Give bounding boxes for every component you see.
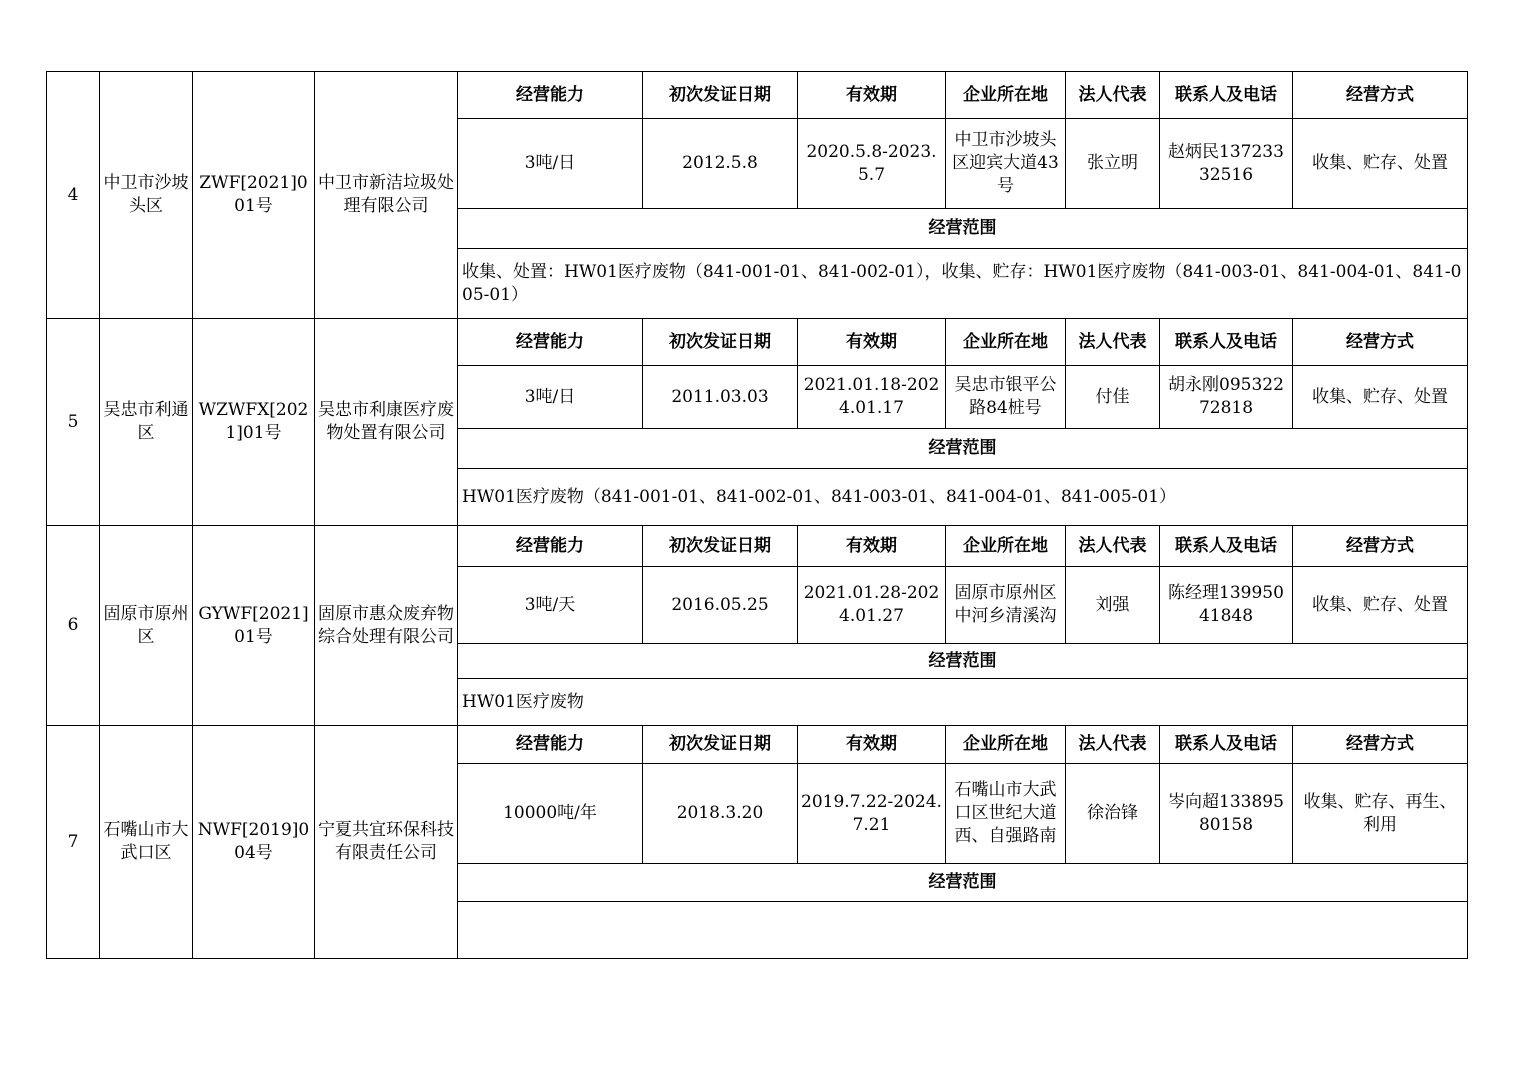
validity-header: 有效期	[798, 526, 946, 567]
scope-cell	[458, 902, 1468, 959]
contact-header: 联系人及电话	[1160, 726, 1293, 764]
validity-header: 有效期	[798, 726, 946, 764]
legal-rep-header: 法人代表	[1066, 726, 1160, 764]
company-name-cell: 宁夏共宜环保科技有限责任公司	[315, 726, 458, 959]
record-number: 4	[47, 72, 100, 319]
first-issue-date-header: 初次发证日期	[643, 72, 798, 119]
legal-rep-cell: 张立明	[1066, 119, 1160, 209]
mode-header: 经营方式	[1293, 726, 1468, 764]
region-cell: 固原市原州区	[100, 526, 193, 726]
first-issue-date-cell: 2012.5.8	[643, 119, 798, 209]
license-number-cell: GYWF[2021]01号	[193, 526, 315, 726]
region-cell: 吴忠市利通区	[100, 319, 193, 526]
record-number: 7	[47, 726, 100, 959]
mode-cell: 收集、贮存、再生、利用	[1293, 764, 1468, 864]
validity-cell: 2021.01.28-2024.01.27	[798, 567, 946, 644]
contact-header: 联系人及电话	[1160, 526, 1293, 567]
license-number-cell: NWF[2019]004号	[193, 726, 315, 959]
scope-cell: HW01医疗废物（841-001-01、841-002-01、841-003-01、841-004-01、841-005-01）	[458, 469, 1468, 526]
location-header: 企业所在地	[946, 72, 1066, 119]
first-issue-date-cell: 2018.3.20	[643, 764, 798, 864]
contact-cell: 赵炳民13723332516	[1160, 119, 1293, 209]
location-header: 企业所在地	[946, 726, 1066, 764]
company-name-cell: 中卫市新洁垃圾处理有限公司	[315, 72, 458, 319]
capacity-cell: 10000吨/年	[458, 764, 643, 864]
contact-header: 联系人及电话	[1160, 319, 1293, 366]
capacity-cell: 3吨/日	[458, 119, 643, 209]
scope-header: 经营范围	[458, 864, 1468, 902]
capacity-header: 经营能力	[458, 72, 643, 119]
capacity-header: 经营能力	[458, 319, 643, 366]
validity-cell: 2019.7.22-2024.7.21	[798, 764, 946, 864]
mode-header: 经营方式	[1293, 526, 1468, 567]
mode-cell: 收集、贮存、处置	[1293, 567, 1468, 644]
scope-cell: 收集、处置：HW01医疗废物（841-001-01、841-002-01），收集、贮存：HW01医疗废物（841-003-01、841-004-01、841-005-01）	[458, 249, 1468, 319]
location-cell: 吴忠市银平公路84桩号	[946, 366, 1066, 429]
legal-rep-cell: 付佳	[1066, 366, 1160, 429]
first-issue-date-header: 初次发证日期	[643, 319, 798, 366]
scope-header: 经营范围	[458, 429, 1468, 469]
scope-cell: HW01医疗废物	[458, 679, 1468, 726]
mode-cell: 收集、贮存、处置	[1293, 119, 1468, 209]
contact-header: 联系人及电话	[1160, 72, 1293, 119]
validity-cell: 2020.5.8-2023.5.7	[798, 119, 946, 209]
contact-cell: 岑向超13389580158	[1160, 764, 1293, 864]
contact-cell: 陈经理13995041848	[1160, 567, 1293, 644]
legal-rep-cell: 刘强	[1066, 567, 1160, 644]
mode-header: 经营方式	[1293, 72, 1468, 119]
validity-header: 有效期	[798, 319, 946, 366]
location-cell: 石嘴山市大武口区世纪大道西、自强路南	[946, 764, 1066, 864]
record-4-header-row	[47, 72, 1468, 119]
license-number-cell: WZWFX[2021]01号	[193, 319, 315, 526]
location-cell: 中卫市沙坡头区迎宾大道43号	[946, 119, 1066, 209]
record-number: 6	[47, 526, 100, 726]
capacity-header: 经营能力	[458, 526, 643, 567]
mode-header: 经营方式	[1293, 319, 1468, 366]
contact-cell: 胡永刚09532272818	[1160, 366, 1293, 429]
capacity-cell: 3吨/日	[458, 366, 643, 429]
license-number-cell: ZWF[2021]001号	[193, 72, 315, 319]
record-5-header-row	[47, 319, 1468, 366]
validity-header: 有效期	[798, 72, 946, 119]
first-issue-date-header: 初次发证日期	[643, 526, 798, 567]
legal-rep-header: 法人代表	[1066, 319, 1160, 366]
mode-cell: 收集、贮存、处置	[1293, 366, 1468, 429]
location-header: 企业所在地	[946, 526, 1066, 567]
record-7-header-row	[47, 726, 1468, 764]
first-issue-date-cell: 2016.05.25	[643, 567, 798, 644]
capacity-cell: 3吨/天	[458, 567, 643, 644]
location-header: 企业所在地	[946, 319, 1066, 366]
scope-header: 经营范围	[458, 644, 1468, 679]
legal-rep-header: 法人代表	[1066, 526, 1160, 567]
company-name-cell: 固原市惠众废弃物综合处理有限公司	[315, 526, 458, 726]
capacity-header: 经营能力	[458, 726, 643, 764]
record-6-header-row	[47, 526, 1468, 567]
validity-cell: 2021.01.18-2024.01.17	[798, 366, 946, 429]
license-table	[46, 71, 1468, 959]
record-number: 5	[47, 319, 100, 526]
region-cell: 石嘴山市大武口区	[100, 726, 193, 959]
company-name-cell: 吴忠市利康医疗废物处置有限公司	[315, 319, 458, 526]
legal-rep-header: 法人代表	[1066, 72, 1160, 119]
region-cell: 中卫市沙坡头区	[100, 72, 193, 319]
scope-header: 经营范围	[458, 209, 1468, 249]
first-issue-date-header: 初次发证日期	[643, 726, 798, 764]
legal-rep-cell: 徐治锋	[1066, 764, 1160, 864]
location-cell: 固原市原州区中河乡清溪沟	[946, 567, 1066, 644]
first-issue-date-cell: 2011.03.03	[643, 366, 798, 429]
